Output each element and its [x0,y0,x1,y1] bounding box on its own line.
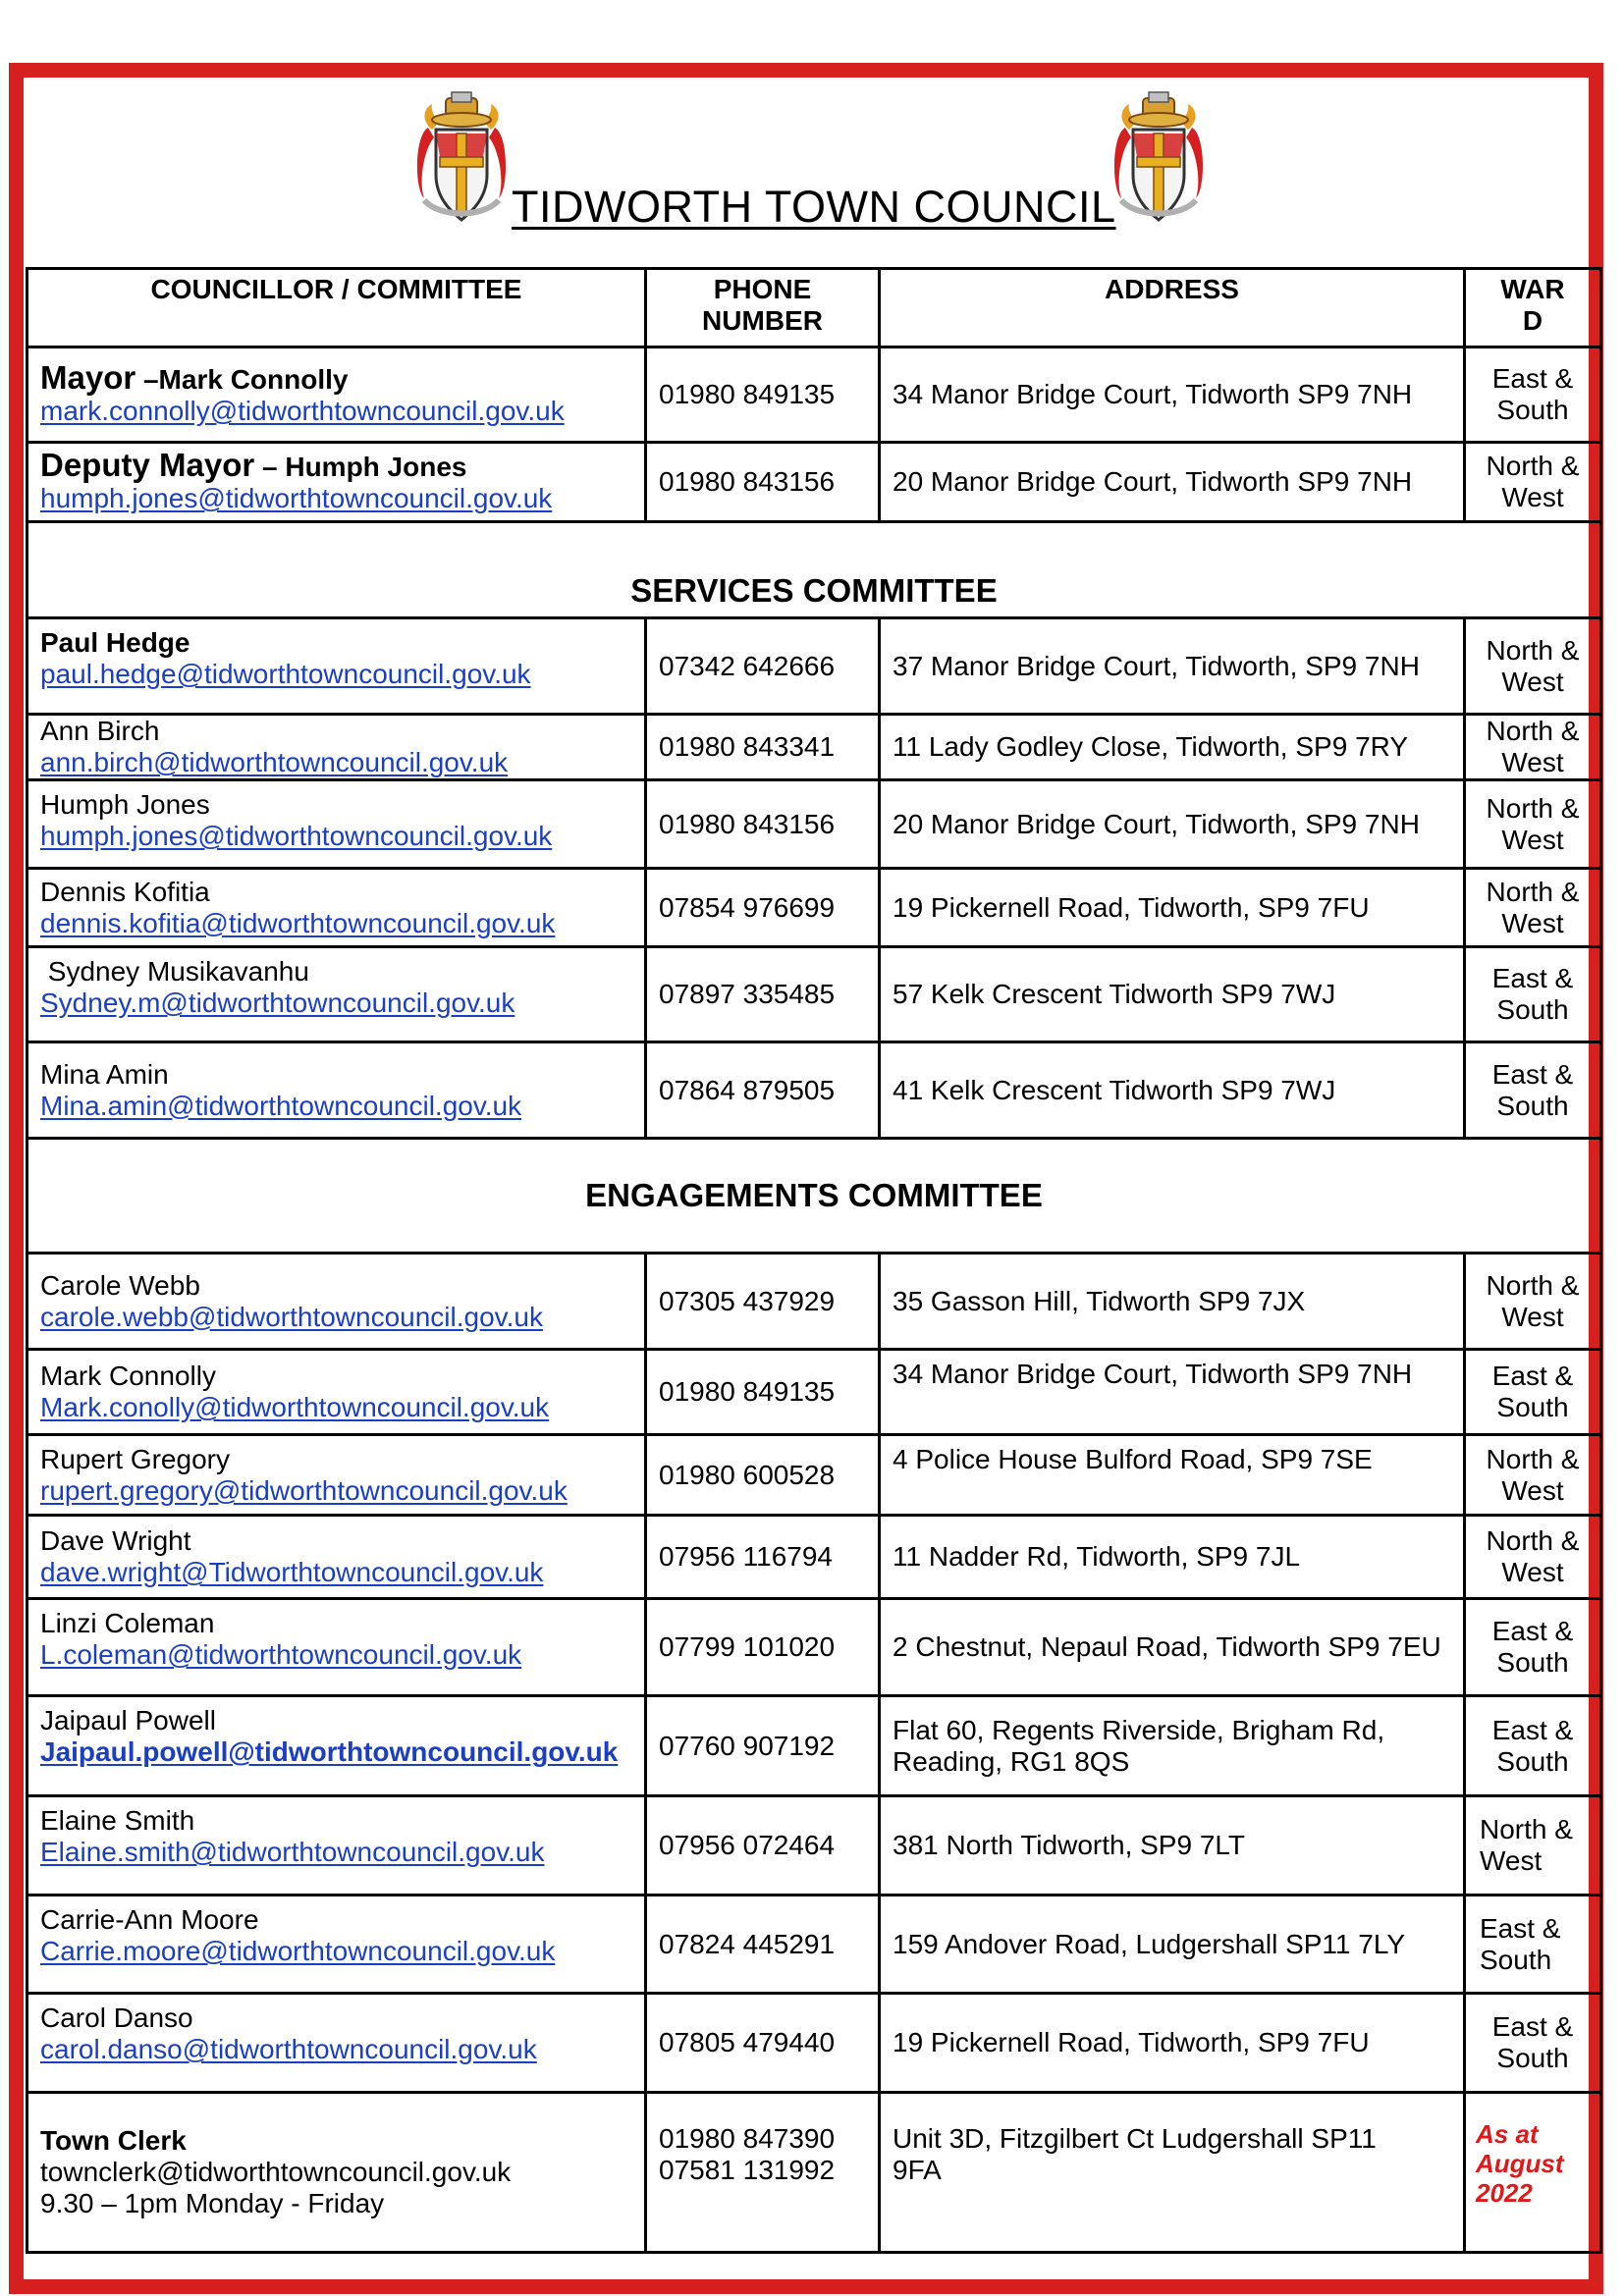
councillor-name: Jaipaul Powell [40,1705,216,1735]
table-row [27,947,1601,1042]
address-cell: Unit 3D, Fitzgilbert Ct Ludgershall SP11 9FA [880,2093,1465,2253]
address-cell: 20 Manor Bridge Court, Tidworth SP9 7NH [880,443,1465,522]
ward-cell: North & West [1465,715,1601,780]
councillor-cell [27,869,646,947]
address-cell: 57 Kelk Crescent Tidworth SP9 7WJ [880,947,1465,1042]
council-crest-icon [410,90,513,228]
phone-cell: 07897 335485 [646,947,880,1042]
email-link[interactable]: Carrie.moore@tidworthtowncouncil.gov.uk [40,1936,556,1966]
email-link[interactable]: humph.jones@tidworthtowncouncil.gov.uk [40,821,553,851]
councillor-cell [27,1994,646,2093]
address-cell: 19 Pickernell Road, Tidworth, SP9 7FU [880,869,1465,947]
address-cell: 34 Manor Bridge Court, Tidworth SP9 7NH [880,347,1465,443]
phone-cell: 07854 976699 [646,869,880,947]
ward-cell: East & South [1465,347,1601,443]
email-link[interactable]: ann.birch@tidworthtowncouncil.gov.uk [40,747,509,777]
councillor-cell [27,1435,646,1516]
phone-cell: 01980 843341 [646,715,880,780]
section-title: SERVICES COMMITTEE [27,522,1601,618]
phone-cell: 01980 849135 [646,347,880,443]
address-cell: 34 Manor Bridge Court, Tidworth SP9 7NH [880,1350,1465,1435]
email-link[interactable]: Elaine.smith@tidworthtowncouncil.gov.uk [40,1837,545,1867]
councillor-cell [27,1254,646,1350]
ward-cell: East & South [1465,1896,1601,1994]
ward-cell: East & South [1465,947,1601,1042]
councillor-cell [27,618,646,715]
address-cell: Flat 60, Regents Riverside, Brigham Rd, Reading, RG1 8QS [880,1696,1465,1796]
email-link[interactable]: carol.danso@tidworthtowncouncil.gov.uk [40,2034,537,2064]
councillor-name: Mayor –Mark Connolly [40,359,349,396]
column-header-councillor: COUNCILLOR / COMMITTEE [27,269,646,347]
councillor-name: Ann Birch [40,716,160,746]
councillor-cell [27,1796,646,1896]
phone-cell: 07799 101020 [646,1599,880,1696]
phone-header-line: NUMBER [702,305,823,336]
email-link[interactable]: rupert.gregory@tidworthtowncouncil.gov.uk [40,1474,568,1506]
phone-cell: 07824 445291 [646,1896,880,1994]
table-row [27,1254,1601,1350]
councillor-name: Carole Webb [40,1269,200,1301]
table-row [27,1994,1601,2093]
councillor-cell [27,947,646,1042]
councillor-table [26,267,1602,2254]
councillor-name: Carol Danso [40,2002,193,2033]
councillor-name: Linzi Coleman [40,1608,215,1638]
phone-cell: 07864 879505 [646,1042,880,1139]
email-link[interactable]: humph.jones@tidworthtowncouncil.gov.uk [40,483,553,513]
phone-cell: 01980 847390 07581 131992 [646,2093,880,2253]
councillor-name: Dennis Kofitia [40,876,210,907]
email-link[interactable]: Jaipaul.powell@tidworthtowncouncil.gov.uk [40,1736,619,1767]
email-link[interactable]: Mina.amin@tidworthtowncouncil.gov.uk [40,1090,522,1121]
table-row [27,869,1601,947]
phone-cell: 07760 907192 [646,1696,880,1796]
address-cell: 11 Lady Godley Close, Tidworth, SP9 7RY [880,715,1465,780]
table-row [27,443,1601,522]
phone-cell: 07342 642666 [646,618,880,715]
ward-cell: East & South [1465,1994,1601,2093]
councillor-name: Mina Amin [40,1058,169,1090]
email-link[interactable]: dennis.kofitia@tidworthtowncouncil.gov.uk [40,907,556,938]
section-row [27,1139,1601,1254]
email-link[interactable]: mark.connolly@tidworthtowncouncil.gov.uk [40,396,565,426]
email-link[interactable]: L.coleman@tidworthtowncouncil.gov.uk [40,1639,522,1670]
councillor-name: Mark Connolly [40,1361,216,1391]
clerk-hours: 9.30 – 1pm Monday - Friday [40,2188,385,2218]
table-row [27,2093,1601,2253]
phone-cell: 01980 600528 [646,1435,880,1516]
councillor-cell [27,2093,646,2253]
column-header-ward [1465,269,1601,347]
councillor-cell [27,1696,646,1796]
table-row [27,1796,1601,1896]
address-cell: 35 Gasson Hill, Tidworth SP9 7JX [880,1254,1465,1350]
table-row [27,1599,1601,1696]
phone-cell: 01980 843156 [646,443,880,522]
councillor-cell [27,1350,646,1435]
councillor-cell [27,347,646,443]
phone-cell: 07956 072464 [646,1796,880,1896]
councillor-cell [27,1042,646,1139]
address-cell: 37 Manor Bridge Court, Tidworth, SP9 7NH [880,618,1465,715]
ward-header-line: D [1522,305,1543,336]
ward-cell: North & West [1465,1796,1601,1896]
page-title: TIDWORTH TOWN COUNCIL [512,182,1116,232]
ward-cell: East & South [1465,1599,1601,1696]
ward-cell: North & West [1465,618,1601,715]
table-row [27,1896,1601,1994]
councillor-name: Rupert Gregory [40,1443,230,1474]
councillor-cell [27,715,646,780]
address-cell: 19 Pickernell Road, Tidworth, SP9 7FU [880,1994,1465,2093]
council-crest-icon [1108,90,1210,228]
address-cell: 2 Chestnut, Nepaul Road, Tidworth SP9 7EU [880,1599,1465,1696]
councillor-cell [27,1599,646,1696]
councillor-cell [27,443,646,522]
ward-cell: East & South [1465,1350,1601,1435]
table-row [27,1042,1601,1139]
ward-cell: East & South [1465,1696,1601,1796]
phone-cell: 07305 437929 [646,1254,880,1350]
councillor-name: Paul Hedge [40,627,190,658]
table-header-row [27,269,1601,347]
address-cell: 159 Andover Road, Ludgershall SP11 7LY [880,1896,1465,1994]
address-cell: 4 Police House Bulford Road, SP9 7SE [880,1435,1465,1516]
table-row [27,1350,1601,1435]
phone-cell: 07805 479440 [646,1994,880,2093]
table-row [27,618,1601,715]
ward-cell: North & West [1465,1516,1601,1599]
ward-cell: North & West [1465,443,1601,522]
table-row [27,715,1601,780]
table-row [27,347,1601,443]
email-link[interactable]: paul.hedge@tidworthtowncouncil.gov.uk [40,659,531,689]
section-row [27,522,1601,618]
clerk-title: Town Clerk [40,2125,187,2156]
table-row [27,780,1601,869]
phone-cell: 07956 116794 [646,1516,880,1599]
address-cell: 11 Nadder Rd, Tidworth, SP9 7JL [880,1516,1465,1599]
councillor-name: Elaine Smith [40,1805,195,1836]
column-header-phone [646,269,880,347]
address-cell: 41 Kelk Crescent Tidworth SP9 7WJ [880,1042,1465,1139]
as-at-note: As at August 2022 [1465,2093,1601,2253]
phone-cell: 01980 849135 [646,1350,880,1435]
section-title: ENGAGEMENTS COMMITTEE [27,1139,1601,1254]
councillor-name: Sydney Musikavanhu [40,956,309,987]
ward-cell: North & West [1465,1254,1601,1350]
clerk-email: townclerk@tidworthtowncouncil.gov.uk [40,2157,512,2187]
address-cell: 20 Manor Bridge Court, Tidworth, SP9 7NH [880,780,1465,869]
councillor-cell [27,780,646,869]
ward-cell: North & West [1465,869,1601,947]
councillor-name: Carrie-Ann Moore [40,1904,259,1935]
councillor-name: Dave Wright [40,1525,191,1556]
councillor-name: Humph Jones [40,789,210,820]
email-link[interactable]: Sydney.m@tidworthtowncouncil.gov.uk [40,988,515,1018]
ward-header-line: WAR [1500,274,1565,304]
column-header-address: ADDRESS [880,269,1465,347]
email-link[interactable]: Mark.conolly@tidworthtowncouncil.gov.uk [40,1392,550,1422]
ward-cell: North & West [1465,780,1601,869]
ward-cell: East & South [1465,1042,1601,1139]
phone-header-line: PHONE [713,274,812,304]
councillor-cell [27,1516,646,1599]
ward-cell: North & West [1465,1435,1601,1516]
table-row [27,1435,1601,1516]
table-row [27,1516,1601,1599]
councillor-name: Deputy Mayor – Humph Jones [40,447,467,483]
table-row [27,1696,1601,1796]
councillor-cell [27,1896,646,1994]
address-cell: 381 North Tidworth, SP9 7LT [880,1796,1465,1896]
email-link[interactable]: dave.wright@Tidworthtowncouncil.gov.uk [40,1557,544,1587]
phone-cell: 01980 843156 [646,780,880,869]
email-link[interactable]: carole.webb@tidworthtowncouncil.gov.uk [40,1301,543,1332]
